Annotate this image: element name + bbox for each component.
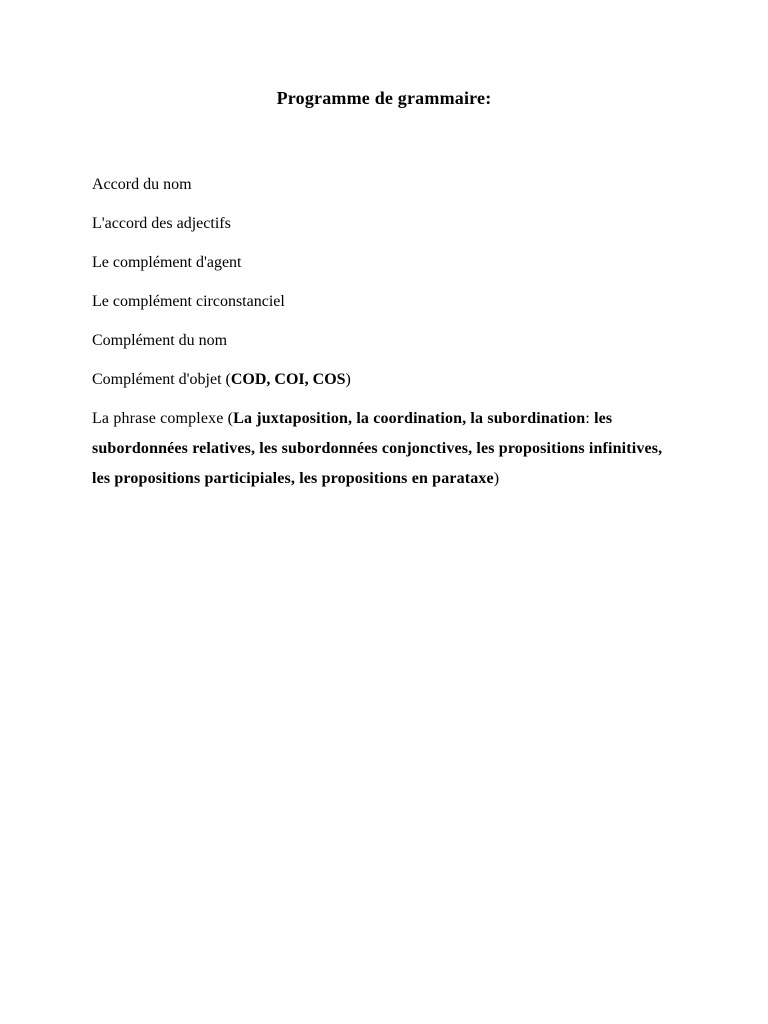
phrase-complexe-close: ) <box>493 470 500 487</box>
grammar-topic-list <box>92 173 682 509</box>
list-item-complement-objet <box>92 368 682 392</box>
list-item-complement-circonstanciel: Le complément circonstanciel <box>92 293 285 310</box>
phrase-complexe-colon: : <box>585 410 595 427</box>
list-item-phrase-complexe <box>92 404 682 494</box>
list-item-complement-agent: Le complément d'agent <box>92 254 242 271</box>
complement-objet-text: Complément d'objet ( <box>92 371 231 388</box>
phrase-complexe-types: La juxtaposition, la coordination, la subordination <box>233 410 586 427</box>
complement-objet-types: COD, COI, COS <box>230 371 346 388</box>
list-item-complement-du-nom: Complément du nom <box>92 332 228 349</box>
phrase-complexe-text: La phrase complexe ( <box>92 410 234 427</box>
phrase-complexe-subtypes: les subordonnées relatives, les subordonnées conjonctives, les propositions infinitives, les propositions participiales, les propositions en parataxe <box>92 410 663 487</box>
list-item-accord-du-nom: Accord du nom <box>92 176 192 193</box>
list-item-accord-des-adjectifs: L'accord des adjectifs <box>92 215 231 232</box>
document-title: Programme de grammaire: <box>276 88 492 108</box>
complement-objet-close: ) <box>345 371 351 388</box>
